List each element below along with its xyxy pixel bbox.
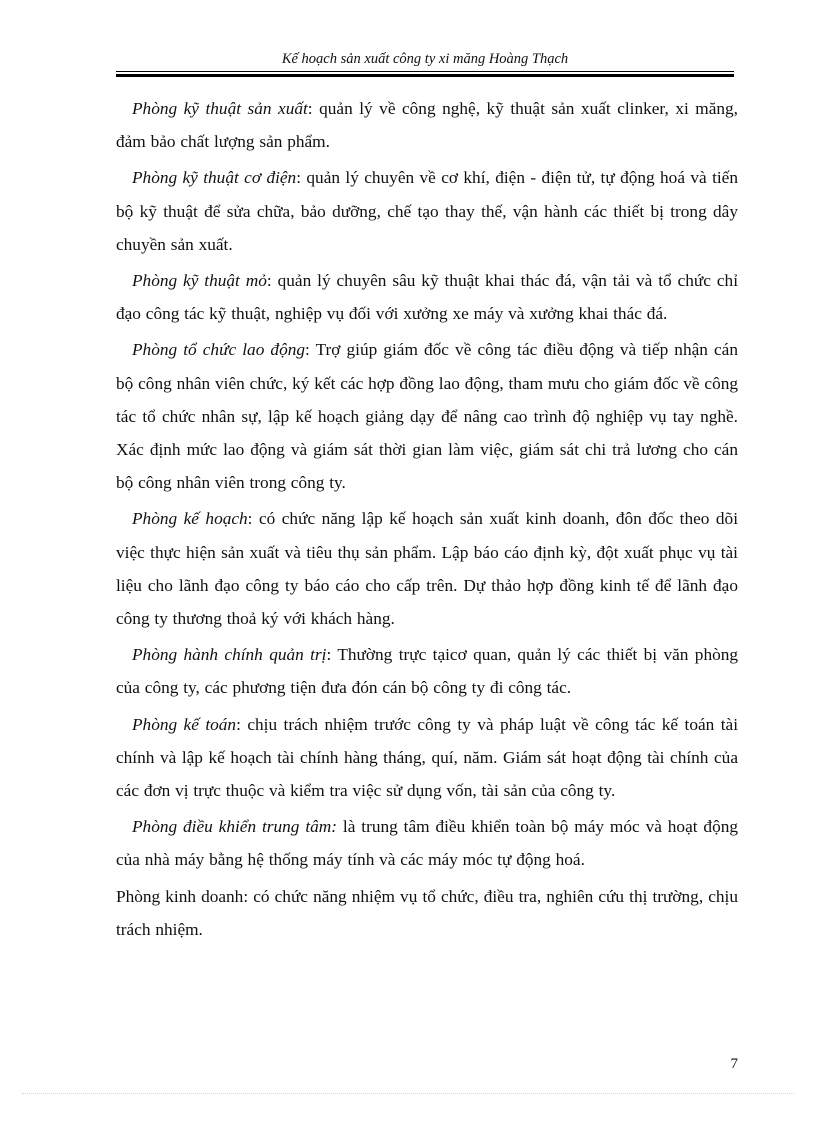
paragraph-text: quản lý chuyên sâu kỹ thuật khai thác đá, vận tải và tổ chức chỉ đạo công tác kỹ thuật, nghiệp vụ đối với xưởng xe máy và xưởng khai thác đá. <box>116 271 738 324</box>
paragraph-text: quản lý chuyên về cơ khí, điện - điện tử, tự động hoá và tiến bộ kỹ thuật để sửa chữa, bảo dưỡng, chế tạo thay thế, vận hành các thiết bị trong dây chuyền sản xuất. <box>116 168 738 254</box>
paragraph-text: là trung tâm điều khiển toàn bộ máy móc và hoạt động của nhà máy bằng hệ thống máy tính và các máy móc tự động hoá. <box>116 817 738 870</box>
header-rule-thick <box>116 74 734 77</box>
paragraph-dieu-khien-trung-tam <box>116 810 738 876</box>
term-separator: : <box>307 99 313 118</box>
header-title: Kế hoạch sản xuất công ty xi măng Hoàng Thạch <box>281 51 569 67</box>
paragraph-ke-hoach <box>116 502 738 635</box>
term-separator: : <box>296 168 302 188</box>
term-separator: : <box>236 714 241 734</box>
paragraph-text: Trợ giúp giám đốc về công tác điều động và tiếp nhận cán bộ công nhân viên chức, ký kết các hợp đồng lao động, tham mưu cho giám đốc về công tác tổ chức nhân sự, lập kế hoạch giảng dạy để nâng cao trình độ nghiệp vụ tay nghề. Xác định mức lao động và giám sát thời gian làm việc, giám sát chi trả lương cho cán bộ công nhân viên trong công ty. <box>116 340 738 493</box>
page-number: 7 <box>730 1056 738 1072</box>
department-term: Phòng kỹ thuật sản xuất <box>132 99 308 118</box>
department-term: Phòng kế toán <box>132 714 237 734</box>
department-term: Phòng kỹ thuật mỏ <box>132 271 267 291</box>
department-term: Phòng kỹ thuật cơ điện <box>132 168 297 188</box>
paragraph-text: Thường trực tạicơ quan, quản lý các thiết bị văn phòng của công ty, các phương tiện đưa đón cán bộ công ty đi công tác. <box>116 645 739 698</box>
paragraph-text: chịu trách nhiệm trước công ty và pháp luật về công tác kế toán tài chính và lập kế hoạch tài chính hàng tháng, quí, năm. Giám sát hoạt động tài chính của các đơn vị trực thuộc và kiểm tra việc sử dụng vốn, tài sản của công ty. <box>116 714 738 801</box>
department-term: Phòng hành chính quản trị <box>132 645 327 665</box>
paragraph-ky-thuat-san-xuat <box>116 92 738 158</box>
paragraph-to-chuc-lao-dong <box>116 333 738 499</box>
document-body <box>116 92 738 949</box>
paragraph-ky-thuat-mo <box>116 264 738 330</box>
paragraph-hanh-chinh-quan-tri <box>116 638 738 704</box>
page-bottom-divider <box>22 1093 794 1094</box>
department-term: Phòng tổ chức lao động <box>132 340 305 360</box>
term-separator: : <box>266 271 272 291</box>
paragraph-kinh-doanh: Phòng kinh doanh: có chức năng nhiệm vụ tổ chức, điều tra, nghiên cứu thị trường, chịu trách nhiệm. <box>116 886 738 939</box>
term-separator: : <box>326 645 332 665</box>
paragraph-ky-thuat-co-dien <box>116 161 738 261</box>
paragraph-text: có chức năng lập kế hoạch sản xuất kinh doanh, đôn đốc theo dõi việc thực hiện sản xuất và tiêu thụ sản phẩm. Lập báo cáo định kỳ, đột xuất phục vụ tài liệu cho lãnh đạo công ty báo cáo cho cấp trên. Dự thảo hợp đồng kinh tế để lãnh đạo công ty thương thoả ký với khách hàng. <box>116 509 738 629</box>
term-separator: : <box>247 509 253 529</box>
department-term: Phòng kế hoạch <box>132 509 248 529</box>
term-separator: : <box>305 340 310 360</box>
paragraph-ke-toan <box>116 708 738 808</box>
paragraph-text: quản lý về công nghệ, kỹ thuật sản xuất clinker, xi măng, đảm bảo chất lượng sản phẩm. <box>116 99 738 152</box>
department-term: Phòng điều khiển trung tâm: <box>132 817 338 837</box>
header-rule-thin <box>116 71 734 72</box>
